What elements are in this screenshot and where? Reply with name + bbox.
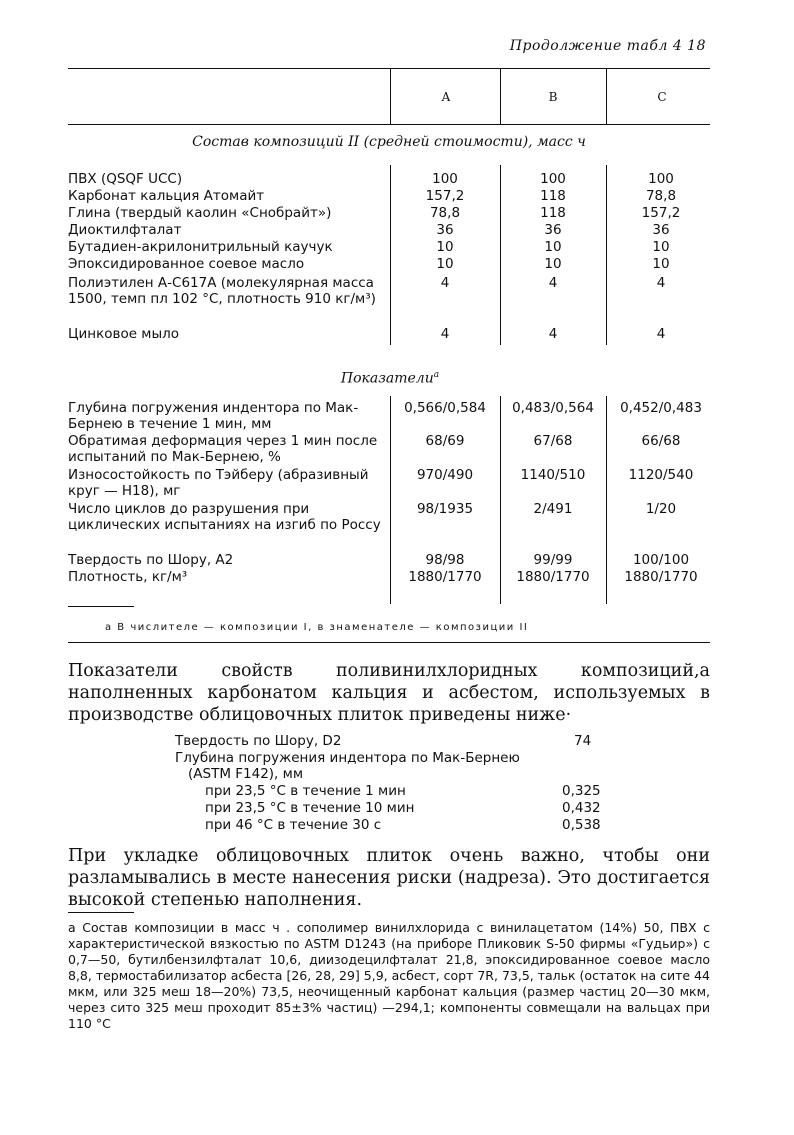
property-label: при 23,5 °C в течение 10 мин	[205, 800, 415, 816]
property-label: (ASTM F142), мм	[188, 766, 304, 782]
footnote-marker: а	[433, 370, 440, 380]
value-c: 1/20	[645, 501, 677, 517]
value-c: 1120/540	[628, 467, 694, 483]
property-label: при 23,5 °C в течение 1 мин	[205, 783, 406, 799]
row-label: Полиэтилен А-C617A (молекулярная масса 1500, темп пл 102 °C, плотность 910 кг/м³)	[68, 275, 376, 307]
property-value: 0,325	[562, 783, 601, 799]
value-c: 4	[656, 275, 666, 291]
property-label: Твердость по Шору, D2	[175, 733, 342, 749]
value-a: 100	[432, 171, 458, 187]
row-label: Плотность, кг/м³	[68, 569, 188, 585]
value-c: 1880/1770	[624, 569, 698, 585]
column-header-b: B	[548, 90, 558, 104]
indicators-title-text: Показатели	[340, 370, 434, 387]
column-header-a: A	[441, 90, 451, 104]
column-header-c: C	[657, 90, 667, 104]
value-b: 118	[540, 205, 566, 221]
value-b: 100	[540, 171, 566, 187]
section-title-indicators	[300, 370, 480, 387]
value-c: 10	[652, 239, 670, 255]
value-a: 1880/1770	[408, 569, 482, 585]
value-c: 157,2	[641, 205, 681, 221]
column-divider	[390, 68, 391, 124]
value-b: 67/68	[533, 433, 573, 449]
table-footnote: а В числителе — композиции I, в знаменателе — композиции II	[105, 622, 529, 633]
section-title-composition: Состав композиций II (средней стоимости), масс ч	[192, 134, 586, 150]
value-c: 66/68	[641, 433, 681, 449]
property-value: 0,432	[562, 800, 601, 816]
property-value: 0,538	[562, 817, 601, 833]
paragraph: При укладке облицовочных плиток очень важно, чтобы они разламывались в месте нанесения риски (надреза). Это достигается высокой степенью наполнения.	[68, 846, 710, 910]
value-a: 10	[436, 239, 454, 255]
value-b: 4	[548, 275, 558, 291]
value-a: 970/490	[416, 467, 474, 483]
value-b: 2/491	[533, 501, 573, 517]
value-b: 1140/510	[520, 467, 586, 483]
row-label: Глина (твердый каолин «Снобрайт»)	[68, 205, 332, 221]
value-c: 100/100	[632, 552, 690, 568]
page-footnote: а Состав композиции в масс ч . сополимер винилхлорида с винилацетатом (14%) 50, ПВХ с характеристической вязкостью по ASTM D1243 (на приборе Пликовик S-50 фирмы «Гудьир») с 0,7—50, бутилбензилфталат 10,6, диизодецилфталат 21,8, эпоксидированное соевое масло 8,8, термостабилизатор асбеста [26, 28, 29] 5,9, асбест, сорт 7R, 73,5, тальк (остаток на сите 44 мкм, или 325 меш 18—20%) 73,5, неочищенный карбонат кальция (размер частиц 20—30 мкм, через сито 325 меш проходит 85±3% частиц) —294,1; компоненты совмещали на вальцах при 110 °C	[68, 920, 710, 1031]
property-value: 74	[574, 733, 592, 749]
value-a: 98/1935	[416, 501, 474, 517]
value-b: 10	[544, 239, 562, 255]
value-b: 10	[544, 256, 562, 272]
value-c: 4	[656, 326, 666, 342]
column-divider	[500, 68, 501, 124]
property-label: при 46 °C в течение 30 с	[205, 817, 382, 833]
value-c: 78,8	[645, 188, 677, 204]
value-a: 157,2	[425, 188, 465, 204]
row-label: Твердость по Шору, А2	[68, 552, 234, 568]
value-b: 1880/1770	[516, 569, 590, 585]
row-label: Износостойкость по Тэйберу (абразивный круг — H18), мг	[68, 467, 369, 499]
value-b: 36	[544, 222, 562, 238]
row-label: Число циклов до разрушения при циклических испытаниях на изгиб по Россу	[68, 501, 381, 533]
value-b: 0,483/0,564	[512, 400, 594, 416]
table-header-rule	[68, 124, 710, 125]
table-bottom-rule	[68, 642, 710, 643]
value-c: 36	[652, 222, 670, 238]
value-a: 10	[436, 256, 454, 272]
row-label: Глубина погружения индентора по Мак-Бернею в течение 1 мин, мм	[68, 400, 359, 432]
table-top-rule	[68, 68, 710, 69]
footnote-rule	[68, 912, 134, 913]
column-divider	[606, 68, 607, 124]
value-a: 0,566/0,584	[404, 400, 486, 416]
value-a: 68/69	[425, 433, 465, 449]
value-c: 100	[648, 171, 674, 187]
value-a: 98/98	[425, 552, 465, 568]
paragraph: Показатели свойств поливинилхлоридных композиций,а наполненных карбонатом кальция и асбестом, используемых в производстве облицовочных плиток приведены ниже·	[68, 661, 710, 725]
footnote-rule	[68, 606, 134, 607]
row-label: Диоктилфталат	[68, 222, 182, 238]
value-c: 10	[652, 256, 670, 272]
row-label: Цинковое мыло	[68, 326, 180, 342]
value-a: 4	[440, 326, 450, 342]
table-continuation-header: Продолжение табл 4 18	[509, 38, 706, 54]
value-a: 4	[440, 275, 450, 291]
row-label: Бутадиен-акрилонитрильный каучук	[68, 239, 333, 255]
row-label: Обратимая деформация через 1 мин после испытаний по Мак-Бернею, %	[68, 433, 378, 465]
value-b: 99/99	[533, 552, 573, 568]
value-b: 118	[540, 188, 566, 204]
row-label: Эпоксидированное соевое масло	[68, 256, 305, 272]
row-label: Карбонат кальция Атомайт	[68, 188, 265, 204]
value-b: 4	[548, 326, 558, 342]
value-a: 36	[436, 222, 454, 238]
row-label: ПВХ (QSQF UCC)	[68, 171, 183, 187]
value-a: 78,8	[429, 205, 461, 221]
property-label: Глубина погружения индентора по Мак-Бернею	[175, 750, 520, 766]
value-c: 0,452/0,483	[620, 400, 702, 416]
